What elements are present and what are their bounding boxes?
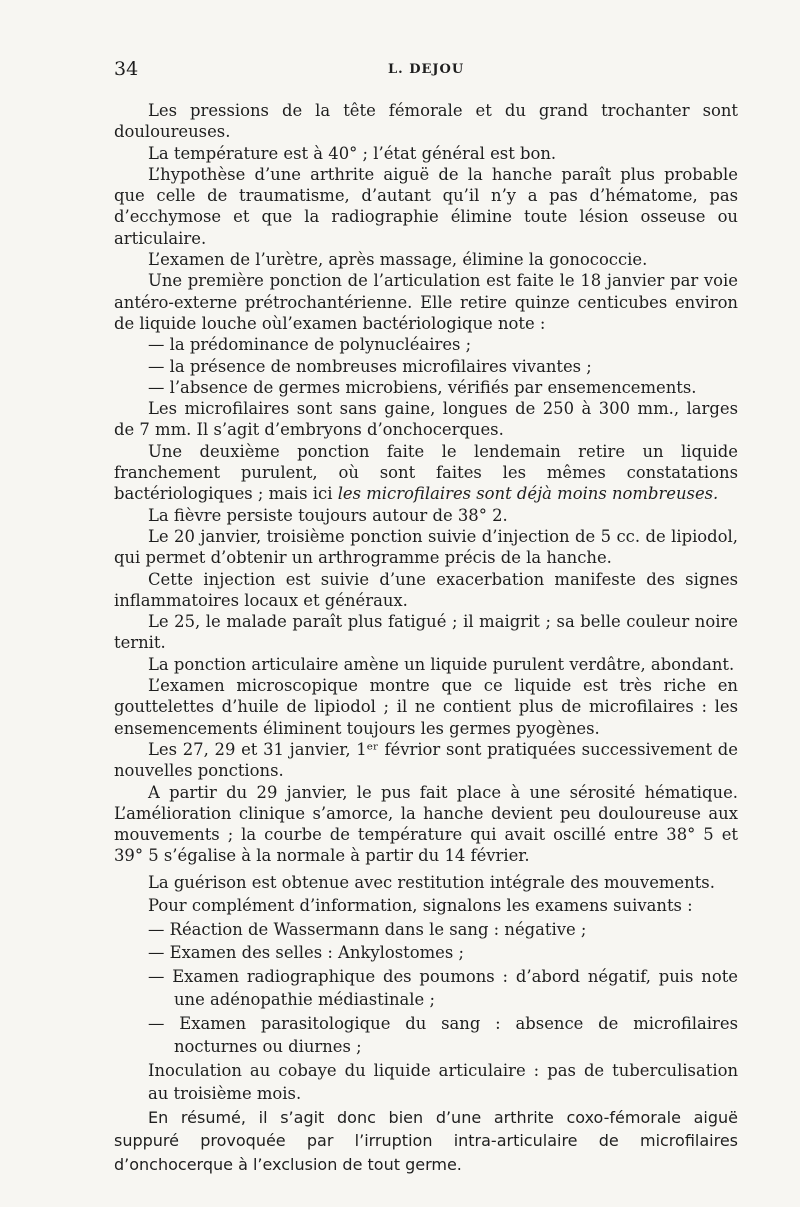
paragraph-text: Une deuxième ponction faite le lendemain retire un liquide franchement purulent, où sont faites les mêmes constatations bactériologiques ; mais ici (114, 441, 738, 504)
dash: — (148, 1013, 180, 1033)
exam-item-text: Examen parasitologique du sang : absence de microfilaires nocturnes ou diurnes ; (174, 1013, 738, 1057)
italic-phrase: les microfilaires sont déjà moins nombreuses. (337, 484, 719, 504)
list-item: — la prédominance de polynucléaires ; (148, 335, 472, 355)
exam-item: — Réaction de Wassermann dans le sang : négative ; (148, 919, 587, 939)
paragraph: Les 27, 29 et 31 janvier, 1ᵉʳ févrior sont pratiquées successivement de nouvelles ponctions. (114, 739, 738, 781)
paragraph: L’examen microscopique montre que ce liquide est très riche en gouttelettes d’huile de lipiodol ; il ne contient plus de microfilaires : les ensemencements éliminent toujours les germes pyogènes. (114, 676, 738, 738)
exam-item (148, 1012, 738, 1059)
paragraph: Les pressions de la tête fémorale et du grand trochanter sont douloureuses. (114, 101, 738, 142)
conclusion-paragraph: En résumé, il s’agit donc bien d’une arthrite coxo-fémorale aiguë suppuré provoquée par l’irruption intra-articulaire de microfilaires d’onchocerque à l’exclusion de tout germe. (114, 1107, 738, 1174)
exam-item-text: Examen radiographique des poumons : d’abord négatif, puis note une adénopathie médiastinale ; (172, 966, 738, 1010)
paragraph: Une première ponction de l’articulation est faite le 18 janvier par voie antéro-externe prétrochantérienne. Elle retire quinze centicubes environ de liquide louche oùl’examen bactériologique note : (114, 271, 738, 333)
paragraph: L’examen de l’urètre, après massage, élimine la gonococcie. (148, 250, 648, 270)
dash: — (148, 966, 173, 986)
lower-section (114, 871, 738, 1177)
paragraph: Cette injection est suivie d’une exacerbation manifeste des signes inflammatoires locaux et généraux. (114, 569, 738, 610)
page-header (0, 58, 800, 88)
paragraph: Les microfilaires sont sans gaine, longues de 250 à 300 mm., larges de 7 mm. Il s’agit d’embryons d’onchocerques. (114, 399, 738, 440)
page-number: 34 (114, 58, 139, 80)
paragraph: Le 20 janvier, troisième ponction suivie d’injection de 5 cc. de lipiodol, qui permet d’obtenir un arthrogramme précis de la hanche. (114, 526, 738, 568)
exam-item: — Examen des selles : Ankylostomes ; (148, 943, 464, 963)
list-item: — l’absence de germes microbiens, vérifiés par ensemencements. (148, 377, 697, 397)
running-head: L. DEJOU (388, 62, 465, 77)
list-item: — la présence de nombreuses microfilaires vivantes ; (148, 356, 592, 376)
paragraph: Le 25, le malade paraît plus fatigué ; il maigrit ; sa belle couleur noire ternit. (114, 612, 738, 653)
body-text (114, 100, 738, 1176)
paragraph: La guérison est obtenue avec restitution intégrale des mouvements. (148, 872, 715, 892)
exam-item (148, 965, 738, 1012)
paragraph: La ponction articulaire amène un liquide purulent verdâtre, abondant. (148, 654, 735, 674)
paragraph: L’hypothèse d’une arthrite aiguë de la hanche paraît plus probable que celle de traumatisme, d’autant qu’il n’y a pas d’hématome, pas d’ecchymose et que la radiographie élimine toute lésion osseuse ou articulaire. (114, 164, 738, 248)
exam-item: Inoculation au cobaye du liquide articulaire : pas de tuberculisation au troisième mois. (148, 1060, 738, 1104)
paragraph: La fièvre persiste toujours autour de 38° 2. (148, 505, 508, 525)
paragraph: La température est à 40° ; l’état général est bon. (148, 143, 557, 163)
paragraph: A partir du 29 janvier, le pus fait place à une sérosité hématique. L’amélioration clinique s’amorce, la hanche devient peu douloureuse aux mouvements ; la courbe de température qui avait oscillé entre 38° 5 et 39° 5 s’égalise à la normale à partir du 14 février. (114, 782, 738, 866)
paragraph (114, 441, 738, 505)
paragraph: Pour complément d’information, signalons les examens suivants : (148, 896, 693, 916)
